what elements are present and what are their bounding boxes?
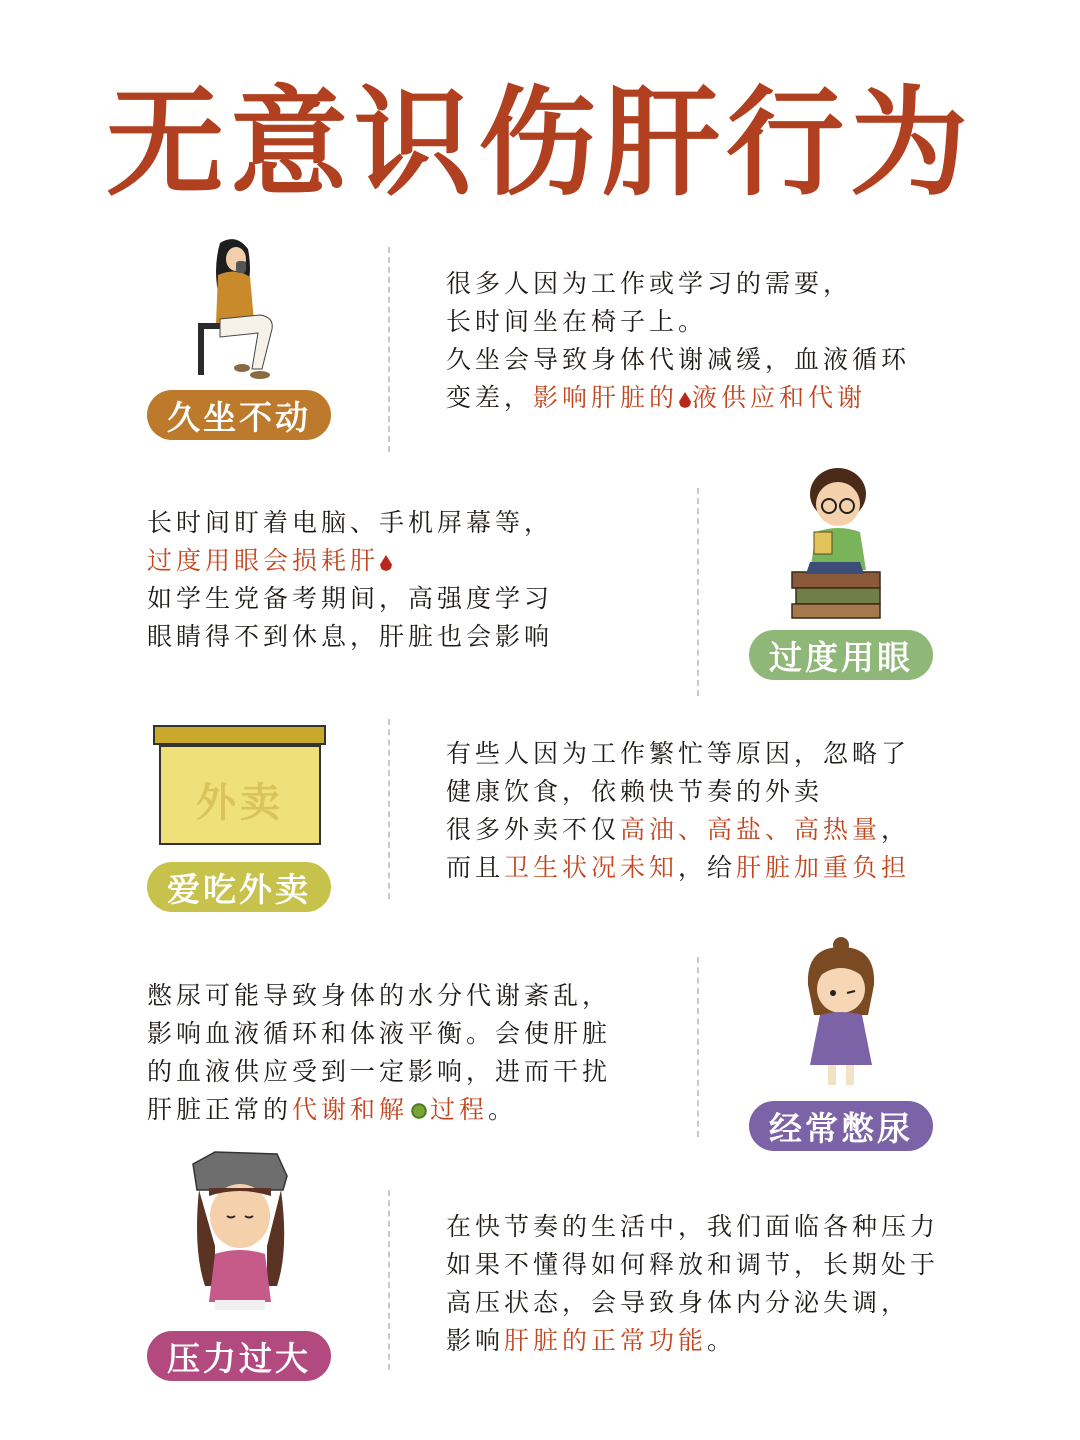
text-line [147,504,553,542]
text-line [147,1015,611,1053]
section-divider [388,247,390,452]
stressed-woman-icon [185,1150,295,1320]
text-line [147,618,553,656]
section-urine [0,935,1080,1155]
reading-boy-icon [786,462,886,622]
body-text: 久坐会导致身体代谢减缓，血液循环 [446,345,911,374]
section-text [446,1208,939,1360]
tag-urine: 经常憋尿 [749,1101,933,1151]
highlight-text: 过程 [430,1095,489,1124]
text-line [446,303,910,341]
body-text: 影响血液循环和体液平衡。会使肝脏 [147,1019,612,1048]
text-line [446,1322,939,1360]
blood-drop-icon [380,555,392,571]
highlight-text: 肝脏的正常功能 [504,1326,708,1355]
takeout-box-label: 外卖 [196,780,284,826]
section-divider [697,488,699,696]
body-text: 有些人因为工作繁忙等原因，忽略了 [446,739,911,768]
sitting-woman-icon [190,233,290,383]
section-sitting [0,225,1080,440]
body-text: 很多人因为工作或学习的需要， [446,269,853,298]
body-text: 如果不懂得如何释放和调节，长期处于 [446,1250,940,1279]
text-line [147,977,611,1015]
text-line [147,1091,611,1129]
text-line [446,1208,939,1246]
body-text: 健康饮食，依赖快节奏的外卖 [446,777,824,806]
body-text: 眼睛得不到休息，肝脏也会影响 [147,622,554,651]
section-stress [0,1150,1080,1400]
body-text: 长时间坐在椅子上。 [446,307,708,336]
section-text [147,504,553,656]
section-divider [388,719,390,899]
body-text: 影响 [446,1326,505,1355]
body-text: 。 [707,1326,737,1355]
text-line [147,580,553,618]
section-eyes [0,460,1080,685]
text-line [446,773,910,811]
girl-holding-icon [796,935,886,1095]
section-text [446,735,910,887]
text-line [446,341,910,379]
highlight-text: 高油、高盐、高热量 [620,815,882,844]
text-line [446,849,910,887]
body-text: 如学生党备考期间，高强度学习 [147,584,554,613]
text-line [147,1053,611,1091]
tag-takeout: 爱吃外卖 [147,862,331,912]
body-text: 憋尿可能导致身体的水分代谢紊乱， [147,981,612,1010]
text-line [446,811,910,849]
section-takeout [0,705,1080,915]
highlight-text: 过度用眼会损耗肝 [147,546,380,575]
text-line [446,265,910,303]
takeout-box-icon [153,725,328,845]
body-text: 。 [488,1095,518,1124]
body-text: 肝脏正常的 [147,1095,293,1124]
page-title: 无意识伤肝行为 [105,74,974,212]
body-text: 而且 [446,853,505,882]
highlight-text: 代谢和解 [292,1095,409,1124]
highlight-text: 卫生状况未知 [504,853,679,882]
virus-icon [410,1102,428,1120]
text-line [446,735,910,773]
body-text: 在快节奏的生活中，我们面临各种压力 [446,1212,940,1241]
text-line [147,542,553,580]
blood-drop-icon [679,392,691,408]
section-divider [697,957,699,1137]
body-text: 变差， [446,383,534,412]
body-text: 很多外卖不仅 [446,815,621,844]
text-line [446,1284,939,1322]
body-text: 长时间盯着电脑、手机屏幕等， [147,508,554,537]
highlight-text: 影响肝脏的 [533,383,679,412]
text-line [446,1246,939,1284]
section-text [446,265,910,417]
highlight-text: 肝脏加重负担 [736,853,911,882]
body-text: ， [881,815,911,844]
text-line [446,379,910,417]
tag-stress: 压力过大 [147,1331,331,1381]
section-divider [388,1190,390,1370]
tag-eyes: 过度用眼 [749,630,933,680]
tag-sitting: 久坐不动 [147,390,331,440]
body-text: 的血液供应受到一定影响，进而干扰 [147,1057,612,1086]
body-text: 高压状态，会导致身体内分泌失调， [446,1288,911,1317]
section-text [147,977,611,1129]
highlight-text: 液供应和代谢 [692,383,867,412]
body-text: ，给 [678,853,737,882]
